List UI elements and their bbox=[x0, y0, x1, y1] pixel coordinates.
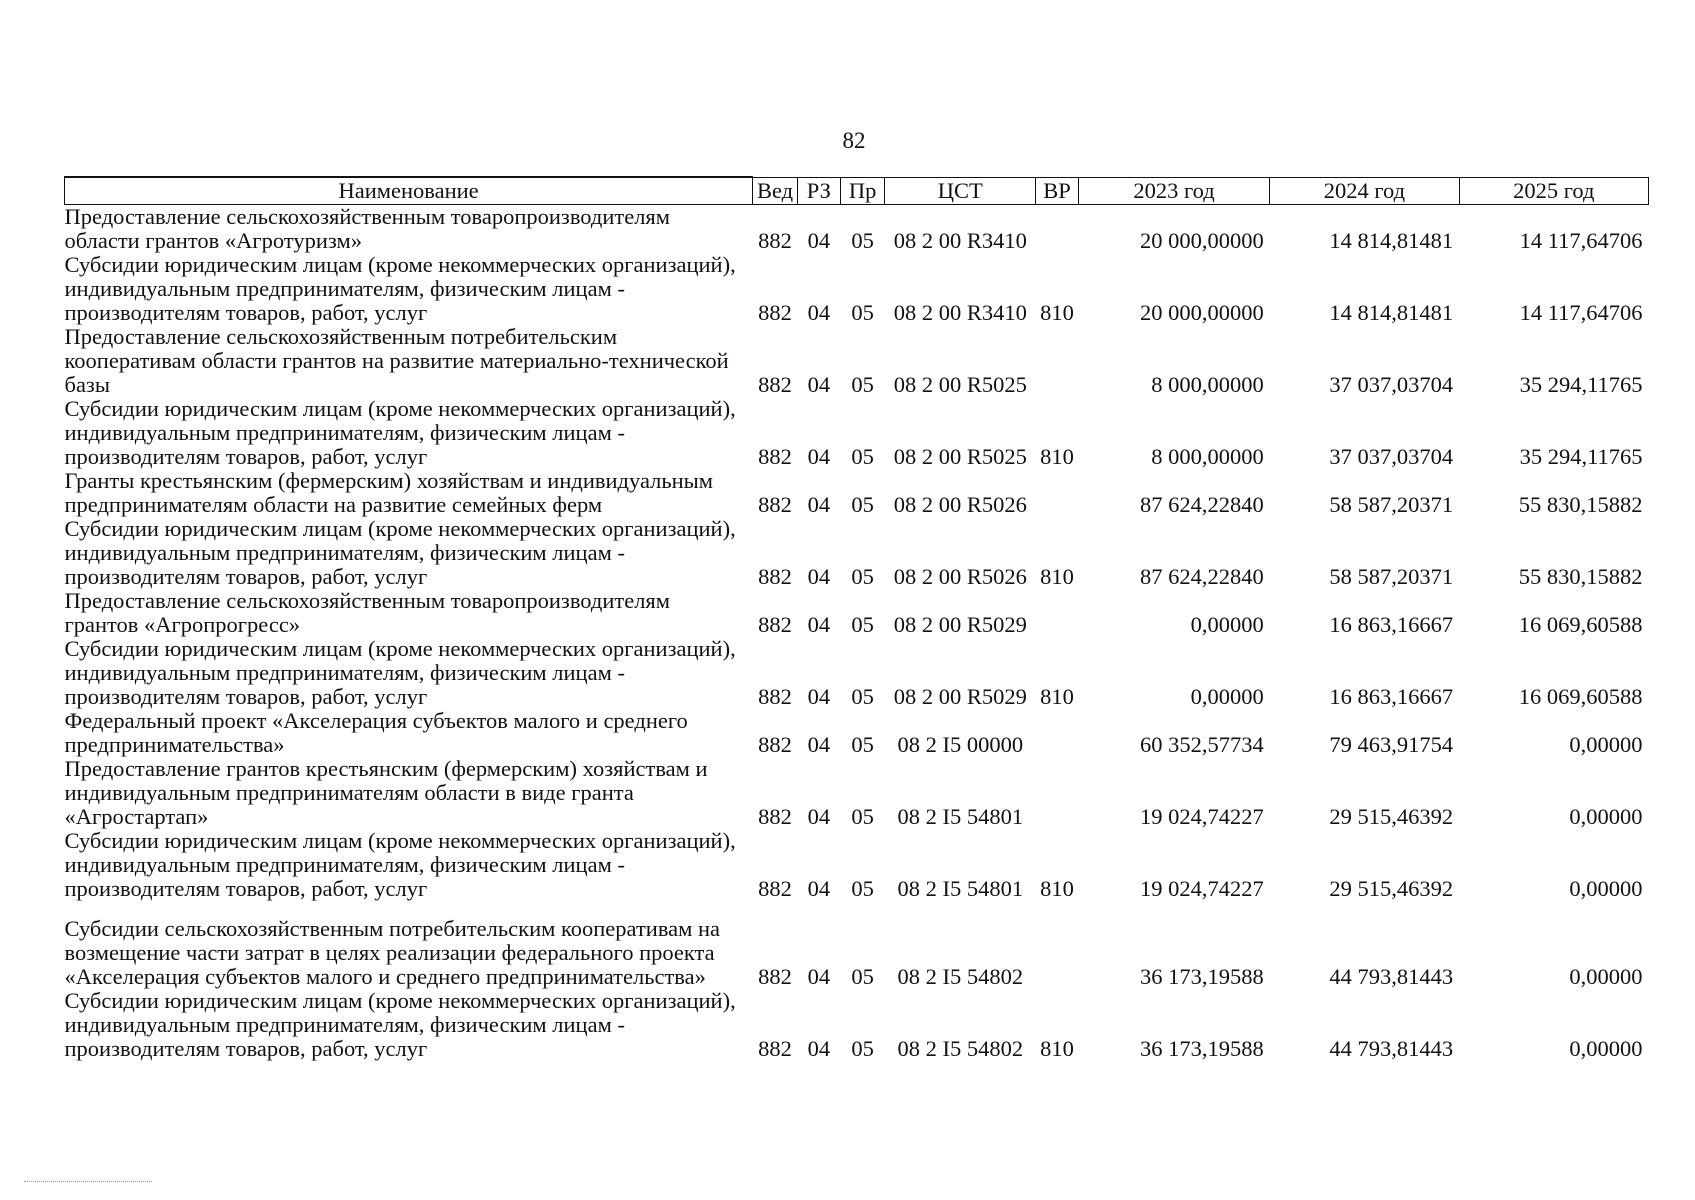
cell-pr: 05 bbox=[851, 372, 874, 397]
header-pr: Пр bbox=[840, 177, 885, 205]
header-rz: РЗ bbox=[797, 177, 840, 205]
cell-cst: 08 2 00 R5029 bbox=[893, 612, 1027, 637]
cell-rz: 04 bbox=[807, 964, 831, 989]
table-row bbox=[65, 469, 1649, 517]
cell-pr: 05 bbox=[851, 1036, 874, 1061]
cell-y2023: 8 000,00000 bbox=[1151, 372, 1264, 397]
cell-y2023: 19 024,74227 bbox=[1140, 804, 1264, 829]
cell-pr: 05 bbox=[851, 804, 874, 829]
cell-y2023: 20 000,00000 bbox=[1140, 300, 1264, 325]
cell-cst: 08 2 00 R5026 bbox=[893, 492, 1027, 517]
cell-y2024: 79 463,91754 bbox=[1329, 732, 1454, 757]
cell-y2025: 0,00000 bbox=[1569, 1036, 1643, 1061]
cell-pr: 05 bbox=[851, 876, 874, 901]
cell-pr: 05 bbox=[851, 492, 874, 517]
cell-y2023: 20 000,00000 bbox=[1140, 228, 1264, 253]
cell-rz: 04 bbox=[807, 804, 831, 829]
cell-y2025: 14 117,64706 bbox=[1519, 300, 1643, 325]
cell-vr bbox=[1036, 205, 1079, 254]
cell-vr: 810 bbox=[1040, 300, 1074, 325]
table-row bbox=[65, 757, 1649, 829]
cell-rz: 04 bbox=[807, 732, 831, 757]
cell-ved: 882 bbox=[758, 732, 792, 757]
cell-pr: 05 bbox=[851, 228, 874, 253]
cell-vr bbox=[1036, 709, 1079, 757]
cell-y2024: 37 037,03704 bbox=[1329, 444, 1454, 469]
header-2025: 2025 год bbox=[1459, 177, 1648, 205]
cell-rz: 04 bbox=[807, 876, 831, 901]
cell-y2024: 58 587,20371 bbox=[1329, 564, 1454, 589]
cell-rz: 04 bbox=[807, 228, 831, 253]
cell-rz: 04 bbox=[807, 492, 831, 517]
cell-pr: 05 bbox=[851, 564, 874, 589]
cell-ved: 882 bbox=[758, 1036, 792, 1061]
cell-vr bbox=[1036, 901, 1079, 989]
cell-pr: 05 bbox=[851, 300, 874, 325]
cell-y2023: 36 173,19588 bbox=[1140, 1036, 1264, 1061]
cell-rz: 04 bbox=[807, 372, 831, 397]
cell-cst: 08 2 00 R3410 bbox=[893, 300, 1027, 325]
cell-vr: 810 bbox=[1040, 876, 1074, 901]
cell-name: Субсидии юридическим лицам (кроме некоммерческих организаций), индивидуальным предпринимателям, физическим лицам - производителям товаров, работ, услуг bbox=[64, 636, 736, 709]
cell-cst: 08 2 I5 54801 bbox=[897, 876, 1024, 901]
cell-cst: 08 2 00 R5029 bbox=[893, 684, 1027, 709]
table-row bbox=[65, 589, 1649, 637]
table-row bbox=[65, 989, 1649, 1061]
cell-ved: 882 bbox=[758, 964, 792, 989]
cell-rz: 04 bbox=[807, 684, 831, 709]
cell-y2024: 44 793,81443 bbox=[1329, 1036, 1454, 1061]
cell-vr bbox=[1036, 325, 1079, 397]
cell-y2024: 14 814,81481 bbox=[1329, 228, 1454, 253]
cell-vr bbox=[1036, 589, 1079, 637]
cell-y2023: 8 000,00000 bbox=[1151, 444, 1264, 469]
page-number: 82 bbox=[842, 128, 866, 153]
cell-name: Федеральный проект «Акселерация субъектов малого и среднего предпринимательства» bbox=[64, 708, 688, 757]
cell-rz: 04 bbox=[807, 612, 831, 637]
cell-name: Субсидии юридическим лицам (кроме некоммерческих организаций), индивидуальным предпринимателям, физическим лицам - производителям товаров, работ, услуг bbox=[64, 252, 736, 325]
table-header bbox=[65, 177, 1649, 205]
cell-cst: 08 2 00 R5026 bbox=[893, 564, 1027, 589]
header-2023: 2023 год bbox=[1078, 177, 1269, 205]
cell-pr: 05 bbox=[851, 684, 874, 709]
cell-ved: 882 bbox=[758, 876, 792, 901]
cell-cst: 08 2 00 R3410 bbox=[893, 228, 1027, 253]
header-ved: Вед bbox=[753, 177, 798, 205]
cell-name: Предоставление сельскохозяйственным товаропроизводителям области грантов «Агротуризм» bbox=[64, 204, 671, 253]
table-row bbox=[65, 709, 1649, 757]
cell-ved: 882 bbox=[758, 612, 792, 637]
cell-y2024: 37 037,03704 bbox=[1329, 372, 1454, 397]
header-vr: ВР bbox=[1036, 177, 1079, 205]
table-row bbox=[65, 901, 1649, 989]
header-cst: ЦСТ bbox=[885, 177, 1036, 205]
cell-y2023: 0,00000 bbox=[1190, 684, 1264, 709]
cell-y2023: 36 173,19588 bbox=[1140, 964, 1264, 989]
cell-cst: 08 2 I5 54802 bbox=[897, 1036, 1024, 1061]
cell-y2023: 60 352,57734 bbox=[1140, 732, 1264, 757]
cell-ved: 882 bbox=[758, 300, 792, 325]
cell-y2024: 29 515,46392 bbox=[1329, 804, 1454, 829]
table-row bbox=[65, 325, 1649, 397]
table-row bbox=[65, 253, 1649, 325]
header-name: Наименование bbox=[65, 177, 753, 205]
cell-rz: 04 bbox=[807, 444, 831, 469]
cell-pr: 05 bbox=[851, 964, 874, 989]
cell-rz: 04 bbox=[807, 300, 831, 325]
cell-pr: 05 bbox=[851, 444, 874, 469]
cell-vr: 810 bbox=[1040, 684, 1074, 709]
header-2024: 2024 год bbox=[1270, 177, 1459, 205]
cell-ved: 882 bbox=[758, 684, 792, 709]
cell-name: Субсидии юридическим лицам (кроме некоммерческих организаций), индивидуальным предпринимателям, физическим лицам - производителям товаров, работ, услуг bbox=[64, 396, 736, 469]
cell-ved: 882 bbox=[758, 804, 792, 829]
cell-y2023: 19 024,74227 bbox=[1140, 876, 1264, 901]
cell-pr: 05 bbox=[851, 732, 874, 757]
footer-rule bbox=[24, 1181, 152, 1182]
cell-cst: 08 2 I5 00000 bbox=[897, 732, 1024, 757]
cell-y2025: 0,00000 bbox=[1569, 804, 1643, 829]
cell-name: Субсидии юридическим лицам (кроме некоммерческих организаций), индивидуальным предпринимателям, физическим лицам - производителям товаров, работ, услуг bbox=[64, 516, 736, 589]
cell-y2024: 44 793,81443 bbox=[1329, 964, 1454, 989]
cell-name: Субсидии юридическим лицам (кроме некоммерческих организаций), индивидуальным предпринимателям, физическим лицам - производителям товаров, работ, услуг bbox=[64, 828, 736, 901]
cell-cst: 08 2 I5 54802 bbox=[897, 964, 1024, 989]
cell-ved: 882 bbox=[758, 492, 792, 517]
cell-ved: 882 bbox=[758, 444, 792, 469]
cell-y2025: 55 830,15882 bbox=[1518, 564, 1643, 589]
cell-y2023: 87 624,22840 bbox=[1140, 564, 1264, 589]
budget-table bbox=[64, 176, 1649, 1061]
cell-name: Предоставление сельскохозяйственным потребительским кооперативам области грантов на развитие материально-технической базы bbox=[64, 324, 729, 397]
table-row bbox=[65, 829, 1649, 901]
cell-vr: 810 bbox=[1040, 1036, 1074, 1061]
cell-y2025: 16 069,60588 bbox=[1518, 684, 1643, 709]
cell-rz: 04 bbox=[807, 1036, 831, 1061]
cell-y2025: 35 294,11765 bbox=[1519, 444, 1643, 469]
cell-name: Предоставление сельскохозяйственным товаропроизводителям грантов «Агропрогресс» bbox=[64, 588, 671, 637]
cell-name: Субсидии сельскохозяйственным потребительским кооперативам на возмещение части затрат в целях реализации федерального проекта «Акселерация субъектов малого и среднего предпринимательства» bbox=[64, 916, 721, 989]
cell-y2024: 14 814,81481 bbox=[1329, 300, 1454, 325]
cell-y2023: 87 624,22840 bbox=[1140, 492, 1264, 517]
cell-y2024: 58 587,20371 bbox=[1329, 492, 1454, 517]
cell-y2025: 14 117,64706 bbox=[1519, 228, 1643, 253]
cell-vr: 810 bbox=[1040, 564, 1074, 589]
cell-y2025: 16 069,60588 bbox=[1518, 612, 1643, 637]
cell-y2024: 16 863,16667 bbox=[1329, 684, 1454, 709]
cell-name: Гранты крестьянским (фермерским) хозяйствам и индивидуальным предпринимателям области на развитие семейных ферм bbox=[64, 468, 714, 517]
cell-cst: 08 2 I5 54801 bbox=[897, 804, 1024, 829]
cell-y2024: 16 863,16667 bbox=[1329, 612, 1454, 637]
cell-y2025: 35 294,11765 bbox=[1519, 372, 1643, 397]
cell-rz: 04 bbox=[807, 564, 831, 589]
cell-y2025: 0,00000 bbox=[1569, 964, 1643, 989]
cell-pr: 05 bbox=[851, 612, 874, 637]
cell-vr bbox=[1036, 757, 1079, 829]
table-body bbox=[65, 205, 1649, 1062]
table-row bbox=[65, 637, 1649, 709]
cell-y2025: 55 830,15882 bbox=[1518, 492, 1643, 517]
cell-y2025: 0,00000 bbox=[1569, 732, 1643, 757]
table-row bbox=[65, 517, 1649, 589]
cell-y2023: 0,00000 bbox=[1190, 612, 1264, 637]
cell-ved: 882 bbox=[758, 372, 792, 397]
cell-name: Субсидии юридическим лицам (кроме некоммерческих организаций), индивидуальным предпринимателям, физическим лицам - производителям товаров, работ, услуг bbox=[64, 988, 736, 1061]
cell-name: Предоставление грантов крестьянским (фермерским) хозяйствам и индивидуальным предпринимателям области в виде гранта «Агростартап» bbox=[64, 756, 708, 829]
table-row bbox=[65, 397, 1649, 469]
cell-y2025: 0,00000 bbox=[1569, 876, 1643, 901]
cell-y2024: 29 515,46392 bbox=[1329, 876, 1454, 901]
cell-vr: 810 bbox=[1040, 444, 1074, 469]
table-row bbox=[65, 205, 1649, 254]
cell-ved: 882 bbox=[758, 564, 792, 589]
cell-vr bbox=[1036, 469, 1079, 517]
cell-ved: 882 bbox=[758, 228, 792, 253]
cell-cst: 08 2 00 R5025 bbox=[893, 372, 1027, 397]
cell-cst: 08 2 00 R5025 bbox=[893, 444, 1027, 469]
